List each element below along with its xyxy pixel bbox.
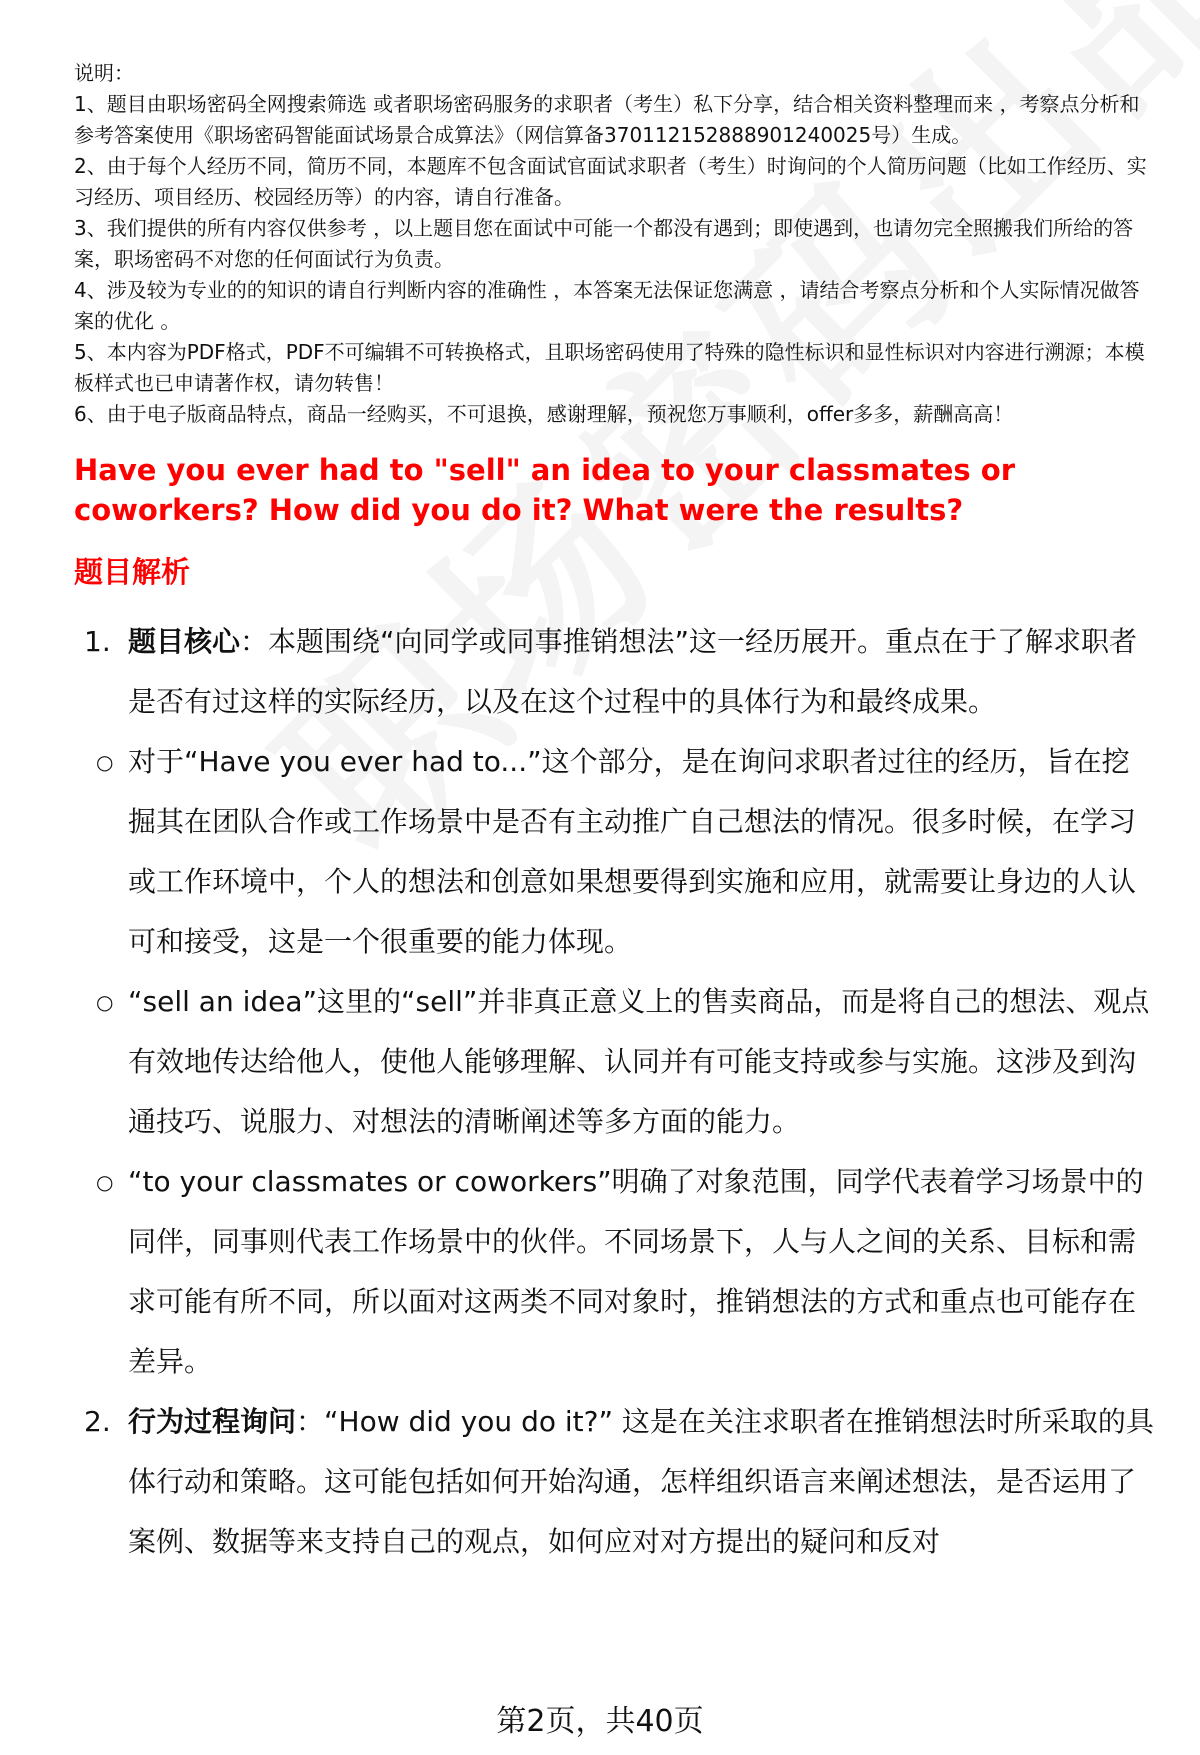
question-title: Have you ever had to "sell" an idea to your classmates or coworkers? How did you do it? What were the results?: [74, 453, 1016, 527]
sub-point-text: “sell an idea”这里的“sell”并非真正意义上的售卖商品，而是将自己的想法、观点有效地传达给他人，使他人能够理解、认同并有可能支持或参与实施。这涉及到沟通技巧、说服力、对想法的清晰阐述等多方面的能力。: [128, 985, 1150, 1138]
notice-block: [74, 58, 1154, 430]
notice-line: 4、涉及较为专业的的知识的请自行判断内容的准确性 ，本答案无法保证您满意 ，请结合考察点分析和个人实际情况做答案的优化 。: [74, 278, 1140, 333]
hollow-bullet-icon: ○: [96, 990, 114, 1014]
sub-point: [74, 732, 1154, 972]
sub-point-text: “to your classmates or coworkers”明确了对象范围，同学代表着学习场景中的同伴，同事则代表工作场景中的伙伴。不同场景下，人与人之间的关系、目标和需求可能有所不同，所以面对这两类不同对象时，推销想法的方式和重点也可能存在差异。: [128, 1165, 1144, 1378]
sub-point: [74, 1152, 1154, 1392]
item-number: 2.: [84, 1405, 111, 1438]
notice-heading: 说明：: [74, 61, 134, 85]
item-number: 1.: [84, 625, 111, 658]
document-page: [74, 58, 1154, 1572]
notice-line: 2、由于每个人经历不同，简历不同，本题库不包含面试官面试求职者（考生）时询问的个人简历问题（比如工作经历、实习经历、项目经历、校园经历等）的内容，请自行准备。: [74, 154, 1147, 209]
hollow-bullet-icon: ○: [96, 750, 114, 774]
sub-point: [74, 972, 1154, 1152]
notice-line: 3、我们提供的所有内容仅供参考 ，以上题目您在面试中可能一个都没有遇到；即使遇到，也请勿完全照搬我们所给的答案，职场密码不对您的任何面试行为负责。: [74, 216, 1134, 271]
item-text: ：“How did you do it?” 这是在关注求职者在推销想法时所采取的具体行动和策略。这可能包括如何开始沟通，怎样组织语言来阐述想法，是否运用了案例、数据等来支持自己的观点，如何应对对方提出的疑问和反对: [128, 1405, 1154, 1558]
section-title: 题目解析: [74, 555, 191, 589]
analysis-list: [74, 612, 1154, 1572]
sub-point-text: 对于“Have you ever had to...”这个部分，是在询问求职者过往的经历，旨在挖掘其在团队合作或工作场景中是否有主动推广自己想法的情况。很多时候，在学习或工作环境中，个人的想法和创意如果想要得到实施和应用，就需要让身边的人认可和接受，这是一个很重要的能力体现。: [128, 745, 1137, 958]
notice-line: 1、题目由职场密码全网搜索筛选 或者职场密码服务的求职者（考生）私下分享，结合相关资料整理而来 ，考察点分析和参考答案使用《职场密码智能面试场景合成算法》（网信算备370112152888901240025号）生成。: [74, 92, 1140, 147]
analysis-item: [74, 612, 1154, 732]
item-heading: 题目核心: [128, 625, 241, 658]
hollow-bullet-icon: ○: [96, 1170, 114, 1194]
item-heading: 行为过程询问: [128, 1405, 297, 1438]
analysis-item: [74, 1392, 1154, 1572]
notice-line: 6、由于电子版商品特点，商品一经购买，不可退换，感谢理解，预祝您万事顺利，offer多多，薪酬高高！: [74, 402, 1014, 426]
item-text: ：本题围绕“向同学或同事推销想法”这一经历展开。重点在于了解求职者是否有过这样的实际经历，以及在这个过程中的具体行为和最终成果。: [128, 625, 1138, 718]
notice-line: 5、本内容为PDF格式，PDF不可编辑不可转换格式，且职场密码使用了特殊的隐性标识和显性标识对内容进行溯源；本模板样式也已申请著作权，请勿转售！: [74, 340, 1145, 395]
page-footer: 第2页，共40页: [496, 1704, 704, 1739]
